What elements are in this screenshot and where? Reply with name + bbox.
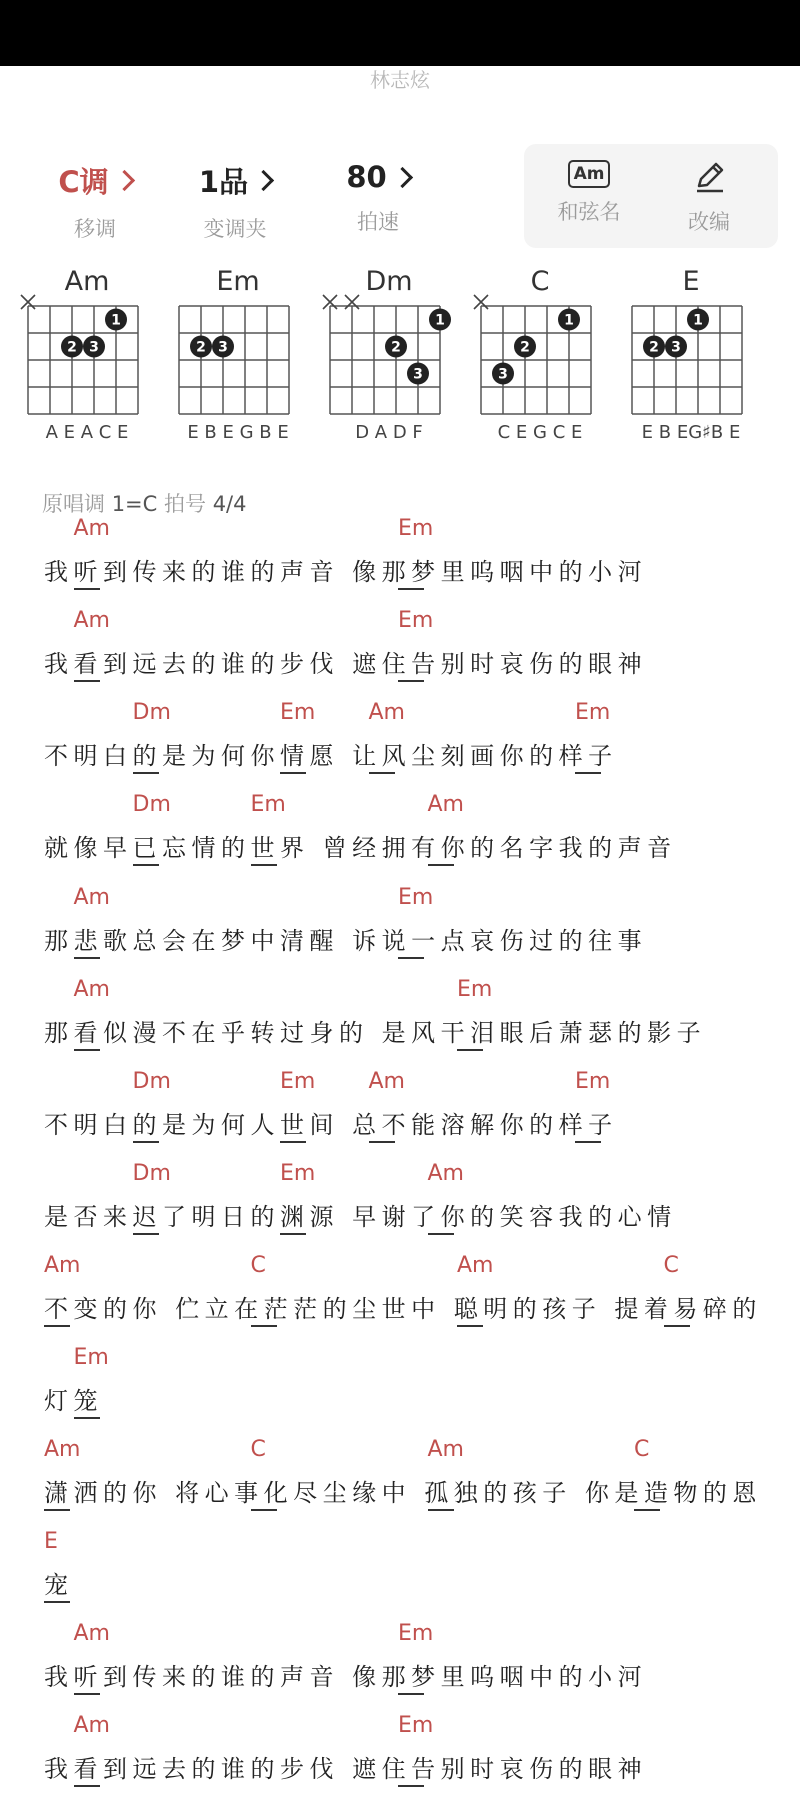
- fretboard-grid: [616, 266, 766, 426]
- lyric-text: 我看到远去的谁的步伐 遮住告别时哀伤的眼神: [44, 1755, 648, 1783]
- chord-mark[interactable]: Em: [280, 1069, 316, 1094]
- chord-underline: [398, 588, 424, 590]
- chord-underline: [44, 1325, 70, 1327]
- chord-underline: [398, 957, 424, 959]
- chord-underline: [74, 1049, 100, 1051]
- chord-underline: [398, 1785, 424, 1787]
- string-names: A E A C E: [45, 422, 129, 443]
- lyric-line: [44, 1345, 784, 1425]
- chord-diagram-name: E: [682, 266, 700, 297]
- chord-diagram-name: Dm: [365, 266, 413, 297]
- lyric-line: [44, 516, 784, 596]
- chord-mark[interactable]: Am: [73, 608, 110, 633]
- chord-underline: [280, 1141, 306, 1143]
- key-value: C调: [58, 165, 109, 199]
- chord-mark[interactable]: Em: [280, 1161, 316, 1186]
- chord-mark[interactable]: C: [250, 1437, 266, 1462]
- chord-underline: [74, 1693, 100, 1695]
- string-names: E B E G B E: [187, 422, 289, 443]
- chord-mark[interactable]: Em: [398, 885, 434, 910]
- artist-name: 林志炫: [370, 68, 430, 92]
- chord-underline: [44, 1509, 70, 1511]
- chord-name-button[interactable]: [534, 160, 644, 226]
- finger-number: 3: [498, 366, 508, 383]
- chord-mark[interactable]: Am: [73, 977, 110, 1002]
- chevron-right-icon: [114, 170, 135, 191]
- lyric-line: [44, 1069, 784, 1149]
- chord-underline: [251, 1509, 277, 1511]
- string-names: E B EG♯B E: [641, 422, 741, 443]
- chord-mark[interactable]: Em: [398, 608, 434, 633]
- meter-value: 4/4: [212, 492, 247, 516]
- chord-underline: [398, 1693, 424, 1695]
- chord-mark[interactable]: Em: [457, 977, 493, 1002]
- chord-mark[interactable]: Em: [398, 516, 434, 541]
- chord-underline: [457, 1049, 483, 1051]
- finger-number: 1: [435, 312, 445, 329]
- chord-mark[interactable]: Dm: [132, 1161, 171, 1186]
- tool-card: [524, 144, 778, 248]
- chord-mark[interactable]: Am: [73, 885, 110, 910]
- chord-underline: [575, 1141, 601, 1143]
- lyric-text: 不明白的是为何人世间 总不能溶解你的样子: [44, 1111, 618, 1139]
- lyric-line: [44, 1621, 784, 1701]
- finger-number: 2: [391, 339, 401, 356]
- lyric-text: 那悲歌总会在梦中清醒 诉说一点哀伤过的往事: [44, 927, 648, 955]
- transpose-button[interactable]: [40, 160, 150, 243]
- chord-mark[interactable]: Am: [427, 1437, 464, 1462]
- chord-mark[interactable]: Am: [368, 1069, 405, 1094]
- chord-mark[interactable]: Am: [44, 1437, 81, 1462]
- chord-name-icon: Am: [568, 160, 611, 188]
- chevron-right-icon: [253, 170, 274, 191]
- chord-mark[interactable]: Am: [368, 700, 405, 725]
- chord-mark[interactable]: Am: [73, 516, 110, 541]
- lyric-text: 宠: [44, 1571, 74, 1599]
- chord-diagram-dm[interactable]: [314, 266, 464, 446]
- key-info: [42, 488, 246, 518]
- chord-mark[interactable]: C: [250, 1253, 266, 1278]
- chord-underline: [634, 1509, 660, 1511]
- chord-mark[interactable]: Em: [575, 1069, 611, 1094]
- chord-diagram-c[interactable]: [465, 266, 615, 446]
- finger-number: 2: [520, 339, 530, 356]
- finger-number: 1: [111, 312, 121, 329]
- chord-mark[interactable]: Dm: [132, 792, 171, 817]
- edit-button[interactable]: [654, 160, 764, 236]
- chord-mark[interactable]: C: [634, 1437, 650, 1462]
- lyric-text: 潇洒的你 将心事化尽尘缘中 孤独的孩子 你是造物的恩: [44, 1479, 762, 1507]
- lyric-text: 我听到传来的谁的声音 像那梦里呜咽中的小河: [44, 1663, 648, 1691]
- string-names: D A D F: [355, 422, 423, 443]
- fretboard-grid: [465, 266, 615, 426]
- original-key-label: 原唱调: [42, 492, 105, 516]
- chord-mark[interactable]: Dm: [132, 700, 171, 725]
- chord-underline: [74, 680, 100, 682]
- finger-number: 3: [218, 339, 228, 356]
- fretboard-grid: [314, 266, 464, 426]
- chord-mark[interactable]: E: [44, 1529, 58, 1554]
- chord-underline: [575, 772, 601, 774]
- status-bar: [0, 0, 800, 66]
- chord-mark[interactable]: Em: [73, 1345, 109, 1370]
- chord-underline: [133, 772, 159, 774]
- finger-number: 2: [649, 339, 659, 356]
- pencil-icon: [689, 160, 729, 194]
- tempo-label: 拍速: [357, 210, 399, 234]
- finger-number: 1: [564, 312, 574, 329]
- lyric-line: [44, 1253, 784, 1333]
- chord-underline: [133, 1233, 159, 1235]
- chord-underline: [74, 1417, 100, 1419]
- chord-diagram-am[interactable]: [12, 266, 162, 446]
- chord-underline: [133, 1141, 159, 1143]
- lyric-line: [44, 792, 784, 872]
- transpose-label: 移调: [74, 217, 116, 241]
- chord-diagram-name: C: [530, 266, 550, 297]
- chord-underline: [44, 1601, 70, 1603]
- finger-number: 3: [89, 339, 99, 356]
- lyric-line: [44, 608, 784, 688]
- lyric-text: 就像早已忘情的世界 曾经拥有你的名字我的声音: [44, 834, 677, 862]
- lyric-text: 是否来迟了明日的渊源 早谢了你的笑容我的心情: [44, 1203, 677, 1231]
- chord-underline: [251, 1325, 277, 1327]
- chord-mark[interactable]: Em: [250, 792, 286, 817]
- chord-underline: [428, 1509, 454, 1511]
- chord-mark[interactable]: Am: [427, 792, 464, 817]
- chord-mark[interactable]: Am: [457, 1253, 494, 1278]
- chord-mark[interactable]: Dm: [132, 1069, 171, 1094]
- meter-label: 拍号: [164, 492, 206, 516]
- string-names: C E G C E: [497, 422, 583, 443]
- capo-value: 1品: [198, 165, 249, 199]
- chord-underline: [280, 1233, 306, 1235]
- lyric-line: [44, 1713, 784, 1793]
- lyric-line: [44, 977, 784, 1057]
- chord-mark[interactable]: Am: [73, 1621, 110, 1646]
- chord-mark[interactable]: Am: [44, 1253, 81, 1278]
- chord-underline: [664, 1325, 690, 1327]
- chord-mark[interactable]: Em: [280, 700, 316, 725]
- edit-label: 改编: [688, 210, 730, 234]
- finger-number: 1: [693, 312, 703, 329]
- chord-underline: [74, 588, 100, 590]
- chord-mark[interactable]: Em: [398, 1621, 434, 1646]
- lyric-text: 我看到远去的谁的步伐 遮住告别时哀伤的眼神: [44, 650, 648, 678]
- chord-diagram-name: Am: [64, 266, 110, 297]
- lyric-text: 不变的你 伫立在茫茫的尘世中 聪明的孩子 提着易碎的: [44, 1295, 762, 1323]
- chord-underline: [428, 1233, 454, 1235]
- chord-underline: [74, 957, 100, 959]
- chord-underline: [251, 864, 277, 866]
- capo-button[interactable]: [180, 160, 290, 243]
- lyric-text: 我听到传来的谁的声音 像那梦里呜咽中的小河: [44, 558, 648, 586]
- capo-label: 变调夹: [203, 217, 267, 241]
- chord-mark[interactable]: C: [663, 1253, 679, 1278]
- lyric-line: [44, 700, 784, 780]
- lyric-line: [44, 1161, 784, 1241]
- tempo-value: 80: [346, 160, 387, 194]
- chord-mark[interactable]: Em: [398, 1713, 434, 1738]
- original-key-value: 1=C: [111, 492, 158, 516]
- chord-mark[interactable]: Am: [73, 1713, 110, 1738]
- lyric-line: [44, 1437, 784, 1517]
- chord-diagram-em[interactable]: [163, 266, 313, 446]
- chord-underline: [369, 1141, 395, 1143]
- finger-number: 3: [413, 366, 423, 383]
- lyric-line: [44, 1529, 784, 1609]
- lyric-text: 不明白的是为何你情愿 让风尘刻画你的样子: [44, 742, 618, 770]
- lyric-line: [44, 885, 784, 965]
- chord-underline: [74, 1785, 100, 1787]
- fretboard-grid: [12, 266, 162, 426]
- chord-diagram-name: Em: [216, 266, 260, 297]
- chevron-right-icon: [392, 166, 413, 187]
- finger-number: 2: [67, 339, 77, 356]
- chord-underline: [428, 864, 454, 866]
- finger-number: 3: [671, 339, 681, 356]
- chord-underline: [398, 680, 424, 682]
- chord-mark[interactable]: Am: [427, 1161, 464, 1186]
- finger-number: 2: [196, 339, 206, 356]
- chord-mark[interactable]: Em: [575, 700, 611, 725]
- tempo-button[interactable]: [328, 160, 428, 236]
- chord-underline: [280, 772, 306, 774]
- chord-underline: [457, 1325, 483, 1327]
- lyric-text: 灯笼: [44, 1387, 103, 1415]
- chord-underline: [369, 772, 395, 774]
- chord-name-label: 和弦名: [557, 200, 621, 224]
- chord-diagram-e[interactable]: [616, 266, 766, 446]
- fretboard-grid: [163, 266, 313, 426]
- lyric-text: 那看似漫不在乎转过身的 是风干泪眼后萧瑟的影子: [44, 1019, 707, 1047]
- chord-underline: [133, 864, 159, 866]
